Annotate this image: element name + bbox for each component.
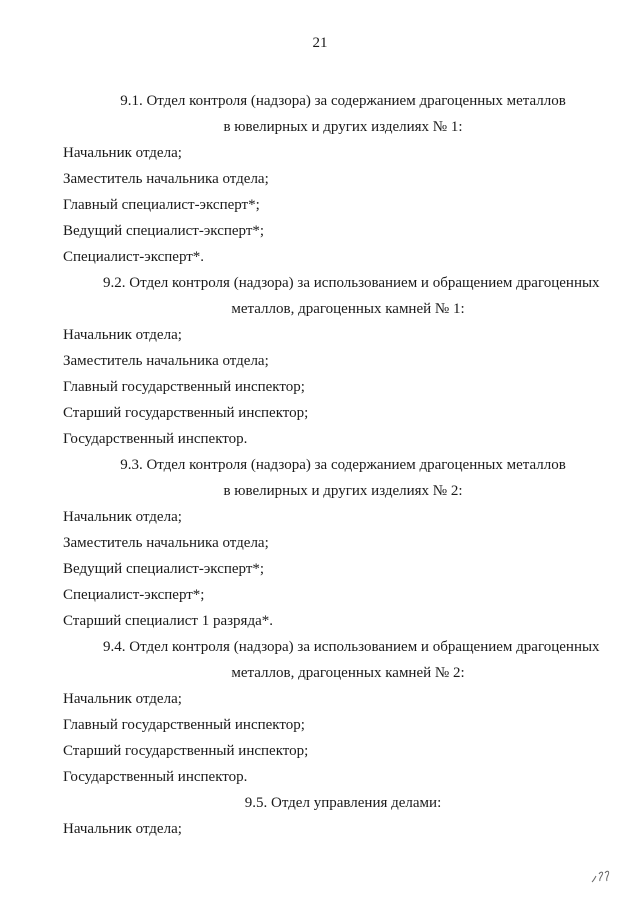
position-item: Главный государственный инспектор; — [63, 717, 305, 733]
position-item: Старший государственный инспектор; — [63, 743, 309, 759]
position-item: Начальник отдела; — [63, 327, 182, 343]
position-item: Главный специалист-эксперт*; — [63, 197, 260, 213]
section-heading-line: 9.4. Отдел контроля (надзора) за использованием и обращением драгоценных — [103, 639, 600, 655]
section-heading-line: 9.3. Отдел контроля (надзора) за содержанием драгоценных металлов — [120, 457, 566, 473]
position-item: Начальник отдела; — [63, 145, 182, 161]
section-heading-line: металлов, драгоценных камней № 1: — [231, 301, 465, 317]
position-item: Заместитель начальника отдела; — [63, 535, 269, 551]
position-item: Главный государственный инспектор; — [63, 379, 305, 395]
position-item: Начальник отдела; — [63, 691, 182, 707]
section-heading-line: 9.1. Отдел контроля (надзора) за содержанием драгоценных металлов — [120, 93, 566, 109]
section-heading-line: в ювелирных и других изделиях № 2: — [223, 483, 463, 499]
section-heading-line: 9.5. Отдел управления делами: — [244, 795, 442, 811]
position-item: Заместитель начальника отдела; — [63, 171, 269, 187]
position-item: Ведущий специалист-эксперт*; — [63, 223, 265, 239]
section-9-3 — [63, 452, 593, 634]
position-item: Старший государственный инспектор; — [63, 405, 309, 421]
position-item: Старший специалист 1 разряда*. — [63, 613, 273, 629]
section-heading-line: металлов, драгоценных камней № 2: — [231, 665, 465, 681]
section-9-5 — [63, 790, 593, 842]
handwritten-mark-icon — [590, 868, 614, 886]
section-heading-line: в ювелирных и других изделиях № 1: — [223, 119, 463, 135]
position-item: Начальник отдела; — [63, 509, 182, 525]
position-item: Начальник отдела; — [63, 821, 182, 837]
section-heading-line: 9.2. Отдел контроля (надзора) за использованием и обращением драгоценных — [103, 275, 600, 291]
position-item: Заместитель начальника отдела; — [63, 353, 269, 369]
position-item: Специалист-эксперт*. — [63, 249, 205, 265]
document-content — [63, 88, 600, 842]
section-9-4 — [63, 634, 600, 790]
position-item: Государственный инспектор. — [63, 431, 248, 447]
section-9-2 — [63, 270, 600, 452]
page-number: 21 — [312, 35, 328, 51]
position-item: Ведущий специалист-эксперт*; — [63, 561, 265, 577]
position-item: Государственный инспектор. — [63, 769, 248, 785]
section-9-1 — [63, 88, 593, 270]
position-item: Специалист-эксперт*; — [63, 587, 205, 603]
